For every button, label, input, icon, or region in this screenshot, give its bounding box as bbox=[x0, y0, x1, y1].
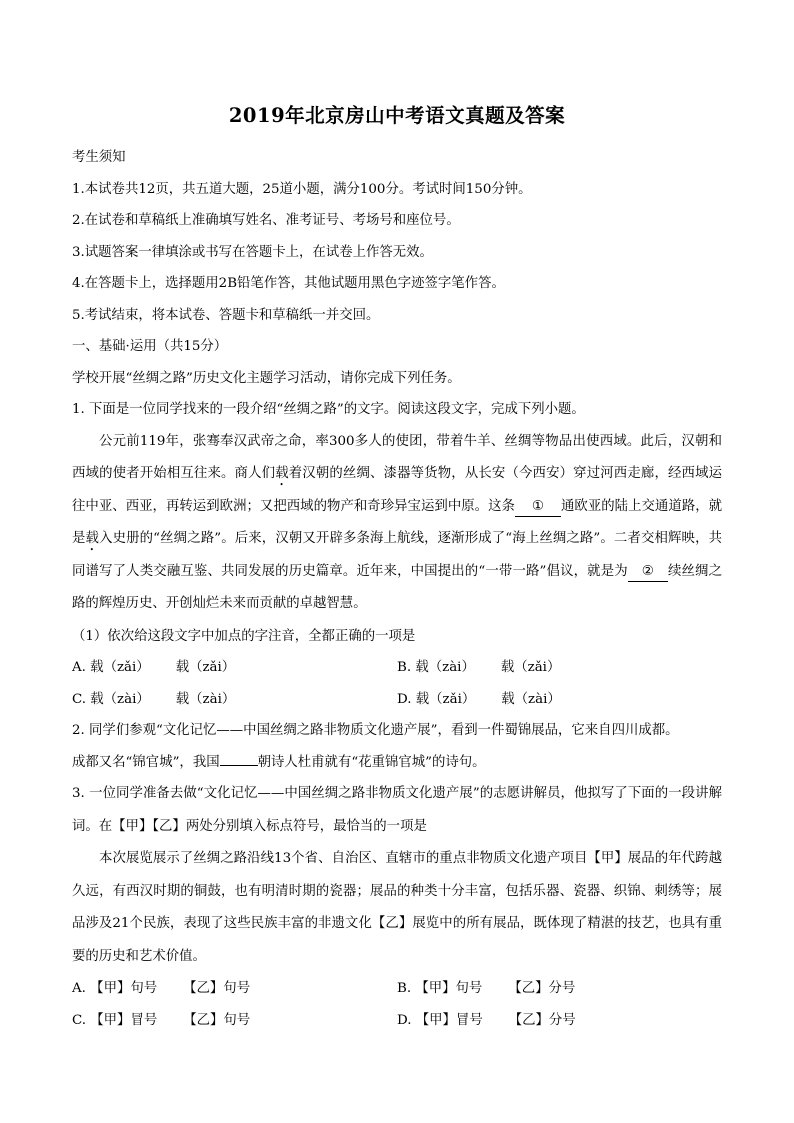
question-3-stem: 3. 一位同学准备去做“文化记忆——中国丝绸之路非物质文化遗产展”的志愿讲解员，他拟写了下面的一段讲解词。在【甲】【乙】两处分别填入标点符号，最恰当的一项是 bbox=[72, 786, 722, 834]
dotted-char: 载 bbox=[275, 466, 289, 481]
activity-intro: 学校开展“丝绸之路”历史文化主题学习活动，请你完成下列任务。 bbox=[72, 370, 461, 386]
options-row bbox=[72, 1005, 722, 1037]
blank-1: ① bbox=[515, 498, 561, 517]
option-d: D. 载（zǎi） 载（zài） bbox=[397, 691, 561, 707]
option-d: D. 【甲】冒号 【乙】分号 bbox=[397, 1012, 576, 1028]
option-a: A. 【甲】句号 【乙】句号 bbox=[72, 981, 251, 996]
option-b: B. 载（zài） 载（zǎi） bbox=[397, 660, 561, 675]
question-1-stem: 1. 下面是一位同学找来的一段介绍“丝绸之路”的文字。阅读这段文字，完成下列小题。 bbox=[72, 402, 585, 417]
options-row bbox=[72, 652, 722, 684]
exhibition-passage: 本次展览展示了丝绸之路沿线13个省、自治区、直辖市的重点非物质文化遗产项目【甲】展品的年代跨越久远，有西汉时期的铜鼓，也有明清时期的瓷器；展品的种类十分丰富，包括乐器、瓷器、织锦、刺绣等；展品涉及21个民族，表现了这些民族丰富的非遗文化【乙】展览中的所有展品，既体现了精湛的技艺，也具有重要的历史和艺术价值。 bbox=[72, 851, 722, 964]
page-title: 2019年北京房山中考语文真题及答案 bbox=[228, 104, 566, 127]
sub-question-1: （1）依次给这段文字中加点的字注音，全都正确的一项是 bbox=[72, 628, 416, 644]
section-heading: 一、基础·运用（共15分） bbox=[72, 339, 228, 354]
dotted-char: 载 bbox=[85, 531, 100, 546]
exam-page bbox=[72, 100, 722, 1036]
question-2-line-1: 2. 同学们参观“文化记忆——中国丝绸之路非物质文化遗产展”，看到一件蜀锦展品，它来自四川成都。 bbox=[72, 723, 679, 738]
notice-item: 5.考试结束，将本试卷、答题卡和草稿纸一并交回。 bbox=[72, 307, 380, 323]
option-c: C. 【甲】冒号 【乙】句号 bbox=[72, 1012, 251, 1028]
question-2-line-2: 成都又名“锦官城”，我国 朝诗人杜甫就有“花重锦官城”的诗句。 bbox=[72, 754, 486, 770]
silk-road-passage: 公元前119年，张骞奉汉武帝之命，率300多人的使团，带着牛羊、丝绸等物品出使西域。此后，汉朝和西域的使者开始相互往来。商人们载着汉朝的丝绸、漆器等货物，从长安（今西安）穿过河西走廊，经西域运往中亚、西亚，再转运到欧洲；又把西域的物产和奇珍异宝运到中原。这条 ① 通欧亚的陆上交通道路，就是载入史册的“丝绸之路”。后来，汉朝又开辟多条海上航线，逐渐形成了“海上丝绸之路”。二者交相辉映，共同谱写了人类交融互鉴、共同发展的历史篇章。近年来，中国提出的“一带一路”倡议，就是为 ② 续丝绸之路的辉煌历史、开创灿烂未来而贡献的卓越智慧。 bbox=[72, 433, 723, 611]
notice-item: 2.在试卷和草稿纸上准确填写姓名、准考证号、考场号和座位号。 bbox=[72, 213, 460, 228]
notice-item: 4.在答题卡上，选择题用2B铅笔作答，其他试题用黑色字迹签字笔作答。 bbox=[72, 276, 505, 291]
blank-dynasty bbox=[220, 765, 258, 766]
option-c: C. 载（zài） 载（zài） bbox=[72, 691, 236, 707]
notice-heading: 考生须知 bbox=[72, 150, 126, 165]
option-b: B. 【甲】句号 【乙】分号 bbox=[397, 981, 576, 996]
notice-item: 1.本试卷共12页，共五道大题，25道小题，满分100分。考试时间150分钟。 bbox=[72, 181, 532, 197]
blank-2: ② bbox=[628, 563, 668, 582]
option-a: A. 载（zǎi） 载（zǎi） bbox=[72, 660, 236, 675]
options-row bbox=[72, 973, 722, 1005]
notice-item: 3.试题答案一律填涂或书写在答题卡上，在试卷上作答无效。 bbox=[72, 244, 433, 260]
options-row bbox=[72, 684, 722, 716]
